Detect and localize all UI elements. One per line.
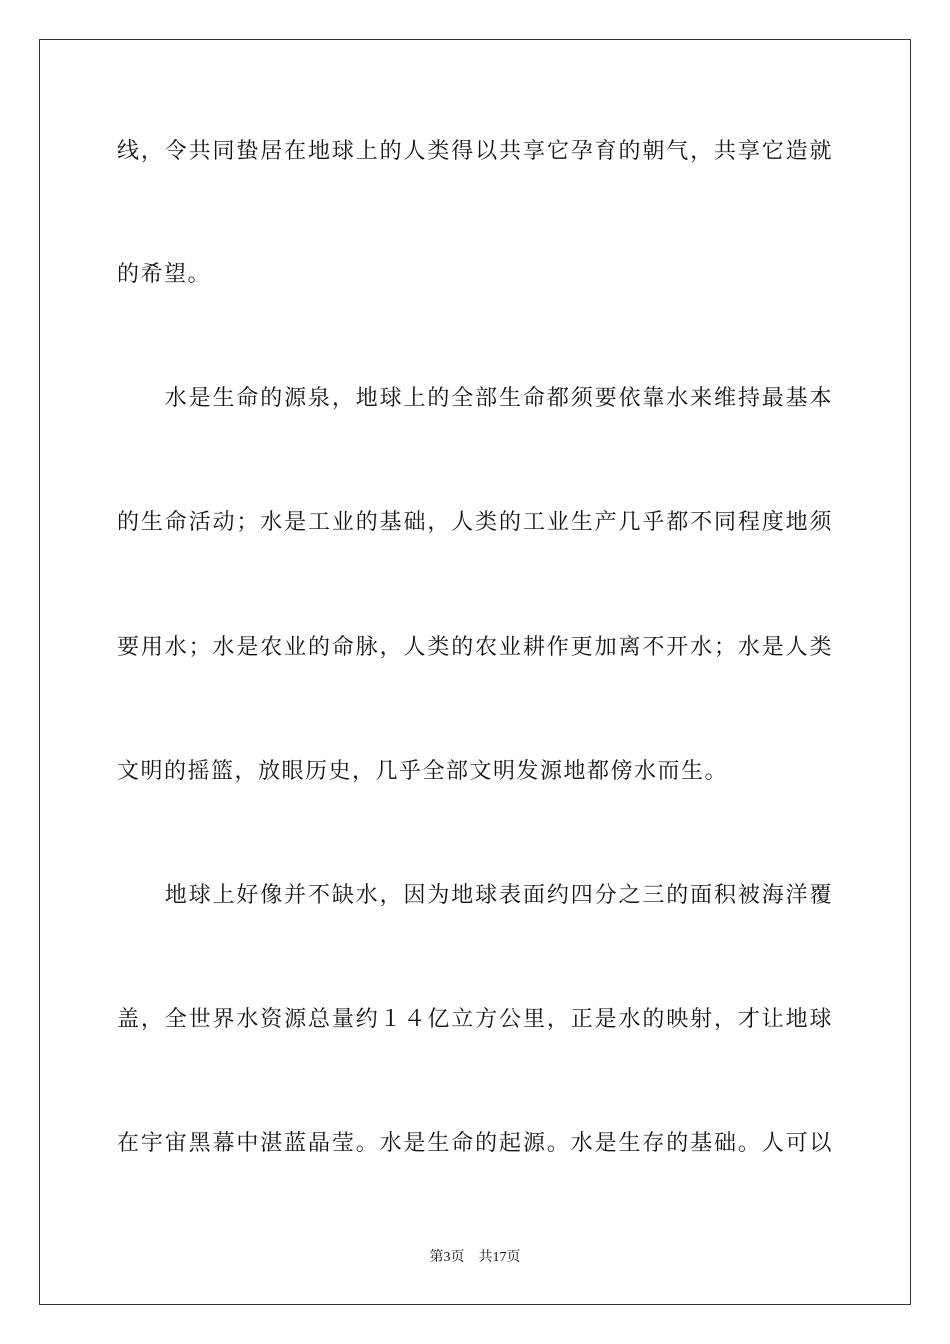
page-total: 共17页 [478,1250,521,1265]
page-footer [0,1249,950,1267]
text-line-9: 在宇宙黑幕中湛蓝晶莹。水是生命的起源。水是生存的基础。人可以 [117,1131,833,1156]
text-line-1: 线，令共同蛰居在地球上的人类得以共享它孕育的朝气，共享它造就 [117,139,833,164]
text-line-5: 要用水；水是农业的命脉，人类的农业耕作更加离不开水；水是人类 [117,635,833,660]
text-line-7: 地球上好像并不缺水，因为地球表面约四分之三的面积被海洋覆 [117,883,833,908]
text-line-8: 盖，全世界水资源总量约１４亿立方公里，正是水的映射，才让地球 [117,1007,833,1032]
page-number: 第3页 [429,1250,465,1265]
page-border [39,39,911,1305]
text-line-4: 的生命活动；水是工业的基础，人类的工业生产几乎都不同程度地须 [117,510,833,535]
text-line-2: 的希望。 [117,262,212,287]
text-line-3: 水是生命的源泉，地球上的全部生命都须要依靠水来维持最基本 [117,386,833,411]
text-line-6: 文明的摇篮，放眼历史，几乎全部文明发源地都傍水而生。 [117,759,729,784]
